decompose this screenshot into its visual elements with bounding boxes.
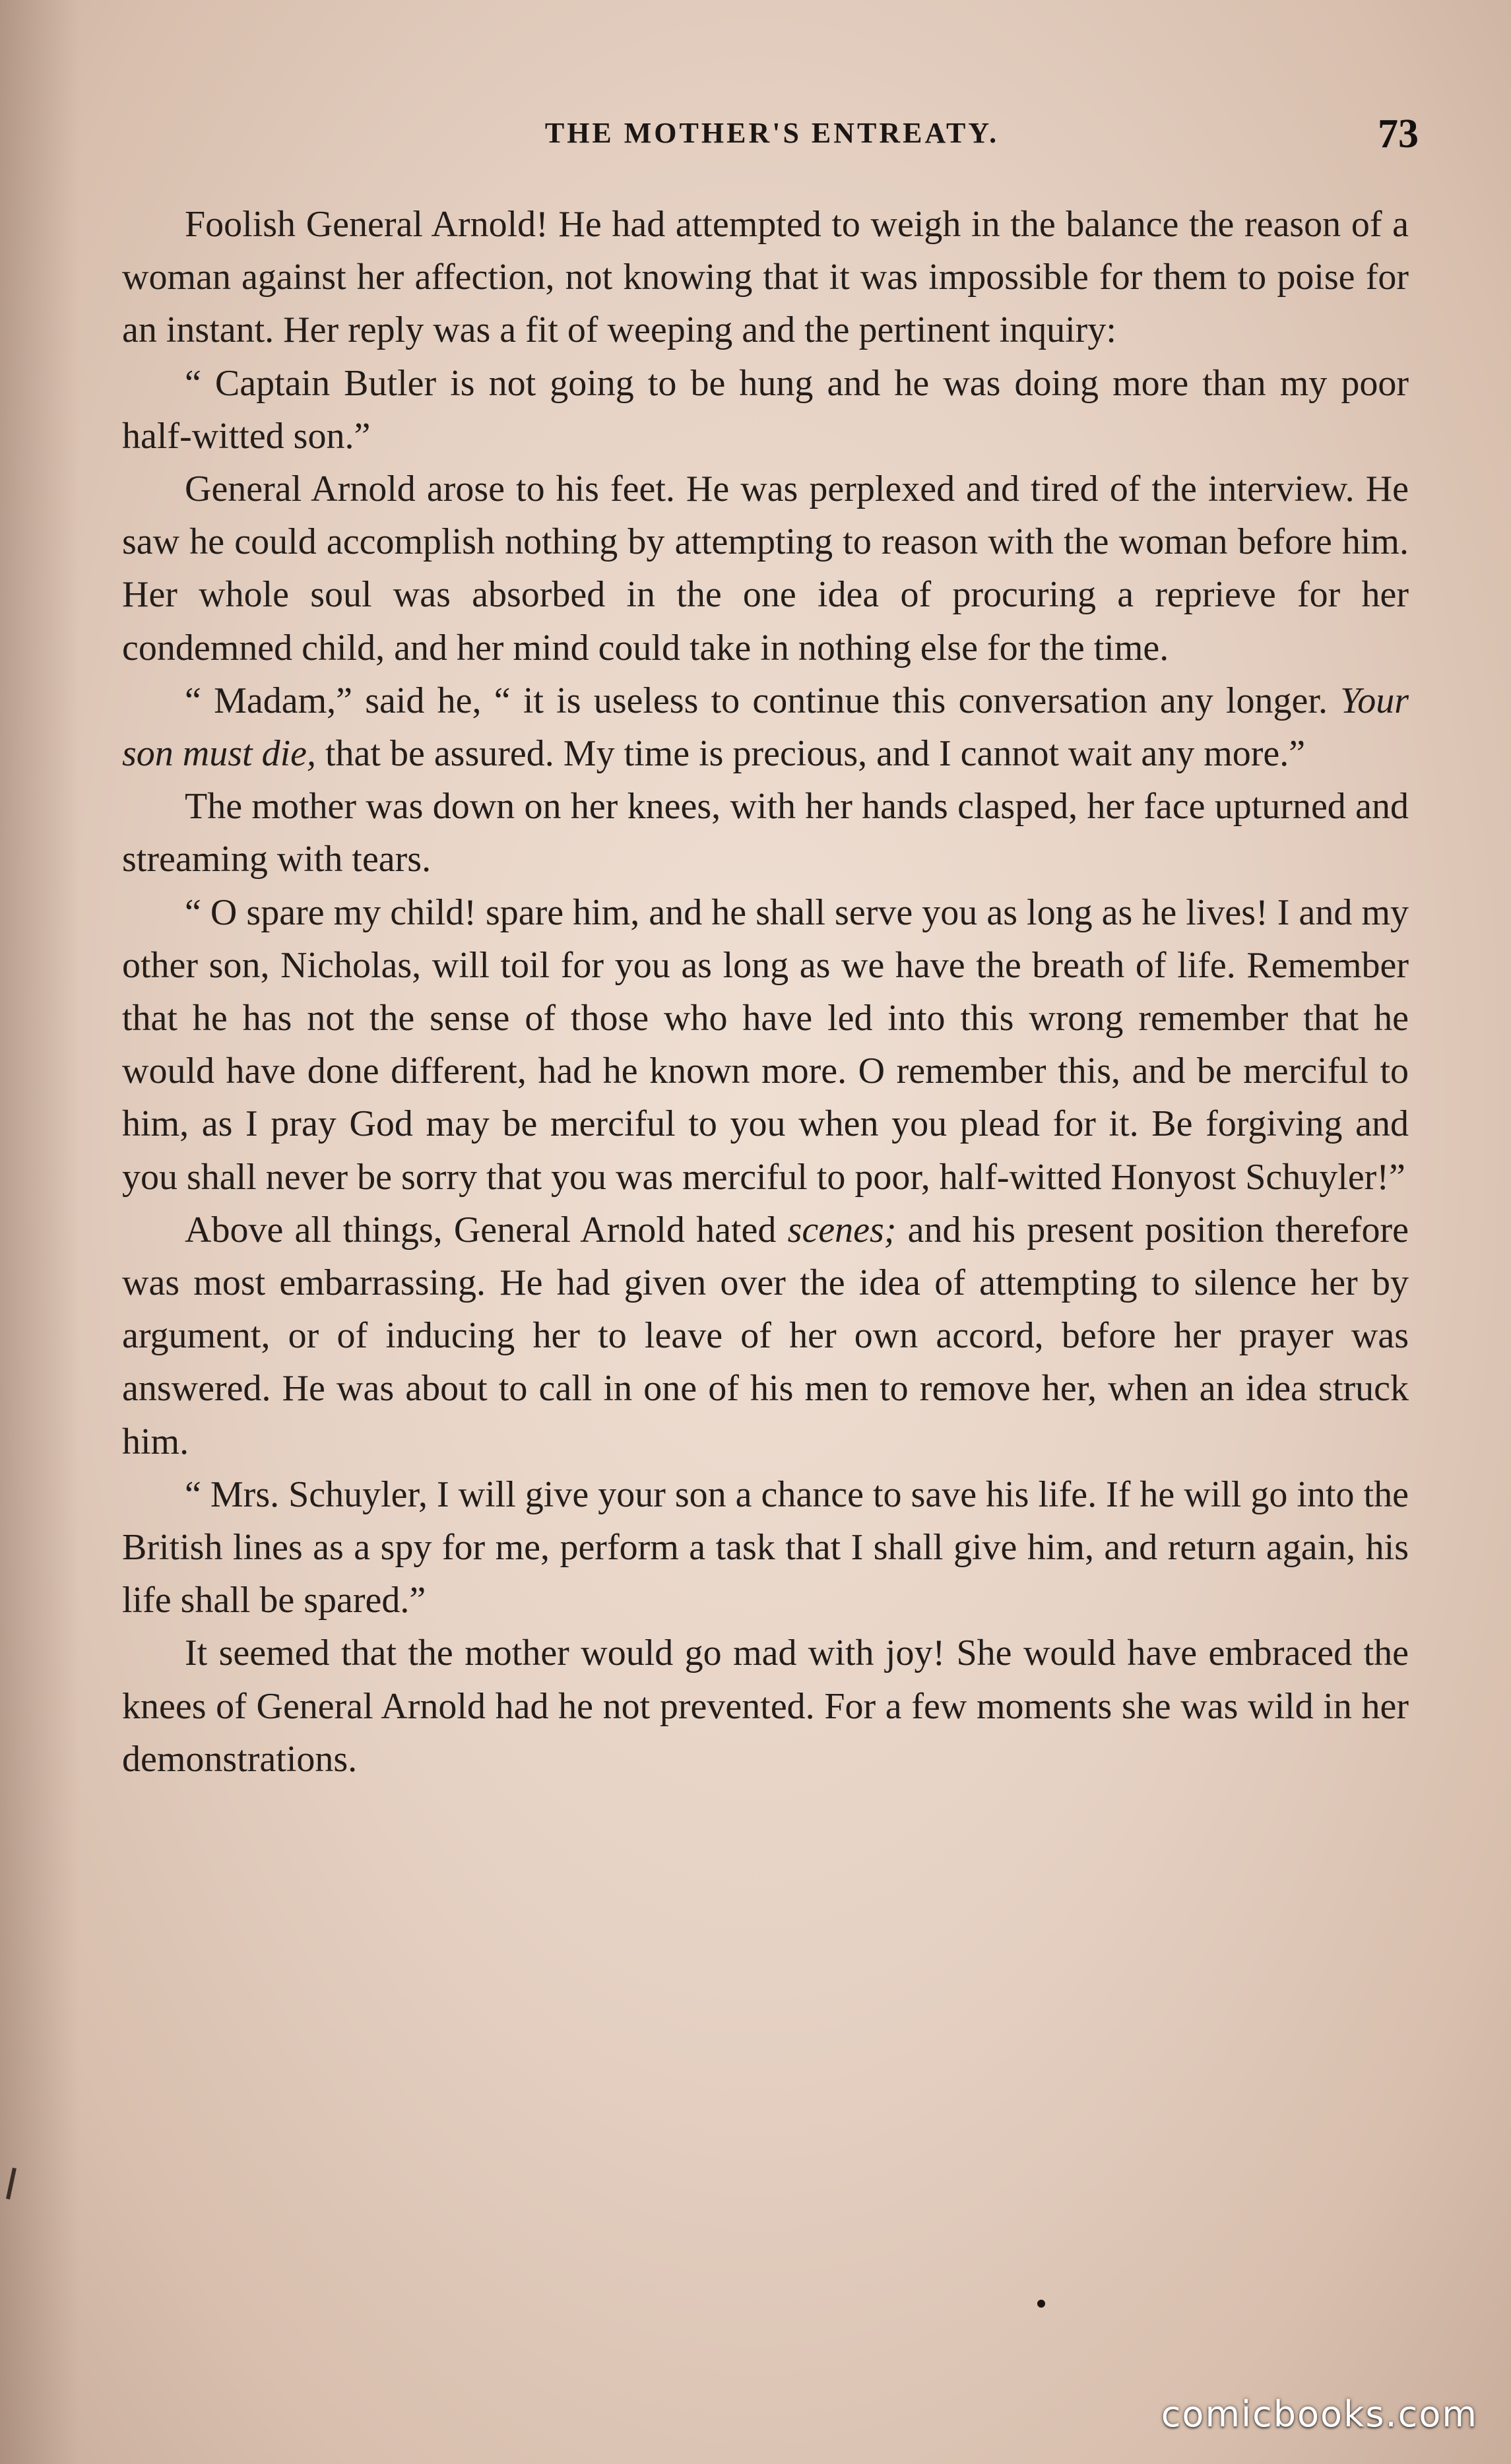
page-gutter-shadow	[0, 0, 79, 2464]
running-title: THE MOTHER'S ENTREATY.	[544, 117, 1000, 149]
paragraph: “ O spare my child! spare him, and he shall serve you as long as he lives! I and my other son, Nicholas, will toil for you as long as we have the breath of life. Remember that he has not the sense of those who have led into this wrong remember that he would have done different, had he known more. O remember this, and be merciful to him, as I pray God may be merciful to you when you plead for it. Be forgiving and you shall never be sorry that you was merciful to poor, half-witted Honyost Schuyler!”	[122, 892, 1409, 1198]
paragraph: “ Captain Butler is not going to be hung and he was doing more than my poor half-witted son.”	[122, 362, 1409, 457]
paragraph: General Arnold arose to his feet. He was perplexed and tired of the interview. He saw he could accomplish nothing by attempting to reason with the woman before him. Her whole soul was absorbed in the one idea of procuring a reprieve for her condemned child, and her mind could take in nothing else for the time.	[122, 469, 1409, 668]
page-header	[125, 111, 1419, 157]
emphasized-text: scenes;	[787, 1209, 897, 1250]
paragraph: The mother was down on her knees, with her hands clasped, her face upturned and streaming with tears.	[122, 786, 1409, 880]
body-text	[122, 198, 1409, 1786]
watermark: comicbooks.com	[1161, 2393, 1478, 2435]
paragraph: It seemed that the mother would go mad with joy! She would have embraced the knees of General Arnold had he not prevented. For a few moments she was wild in her demonstrations.	[122, 1633, 1409, 1780]
paragraph: Foolish General Arnold! He had attempted to weigh in the balance the reason of a woman against her affection, not knowing that it was impossible for them to poise for an instant. Her reply was a fit of weeping and the pertinent inquiry:	[122, 204, 1409, 351]
paragraph-text: Above all things, General Arnold hated	[185, 1209, 788, 1250]
paragraph-text: “ Madam,” said he, “ it is useless to continue this conversation any longer.	[185, 680, 1341, 721]
paragraph-text: and his present position therefore was most embarrassing. He had given over the idea of attempting to silence her by argument, or of inducing her to leave of her own accord, before her prayer was answered. He was about to call in one of his men to remove her, when an idea struck him.	[122, 1209, 1409, 1462]
paragraph-text: that be assured. My time is precious, and I cannot wait any more.”	[316, 733, 1306, 775]
paragraph: “ Mrs. Schuyler, I will give your son a chance to save his life. If he will go into the British lines as a spy for me, perform a task that I shall give him, and return again, his life shall be spared.”	[122, 1474, 1409, 1621]
page-number: 73	[1378, 112, 1419, 156]
emphasized-text: Your son must die,	[122, 680, 1409, 775]
paragraph	[122, 674, 1409, 780]
paragraph	[122, 1204, 1409, 1468]
end-dot-mark	[1037, 2300, 1045, 2308]
